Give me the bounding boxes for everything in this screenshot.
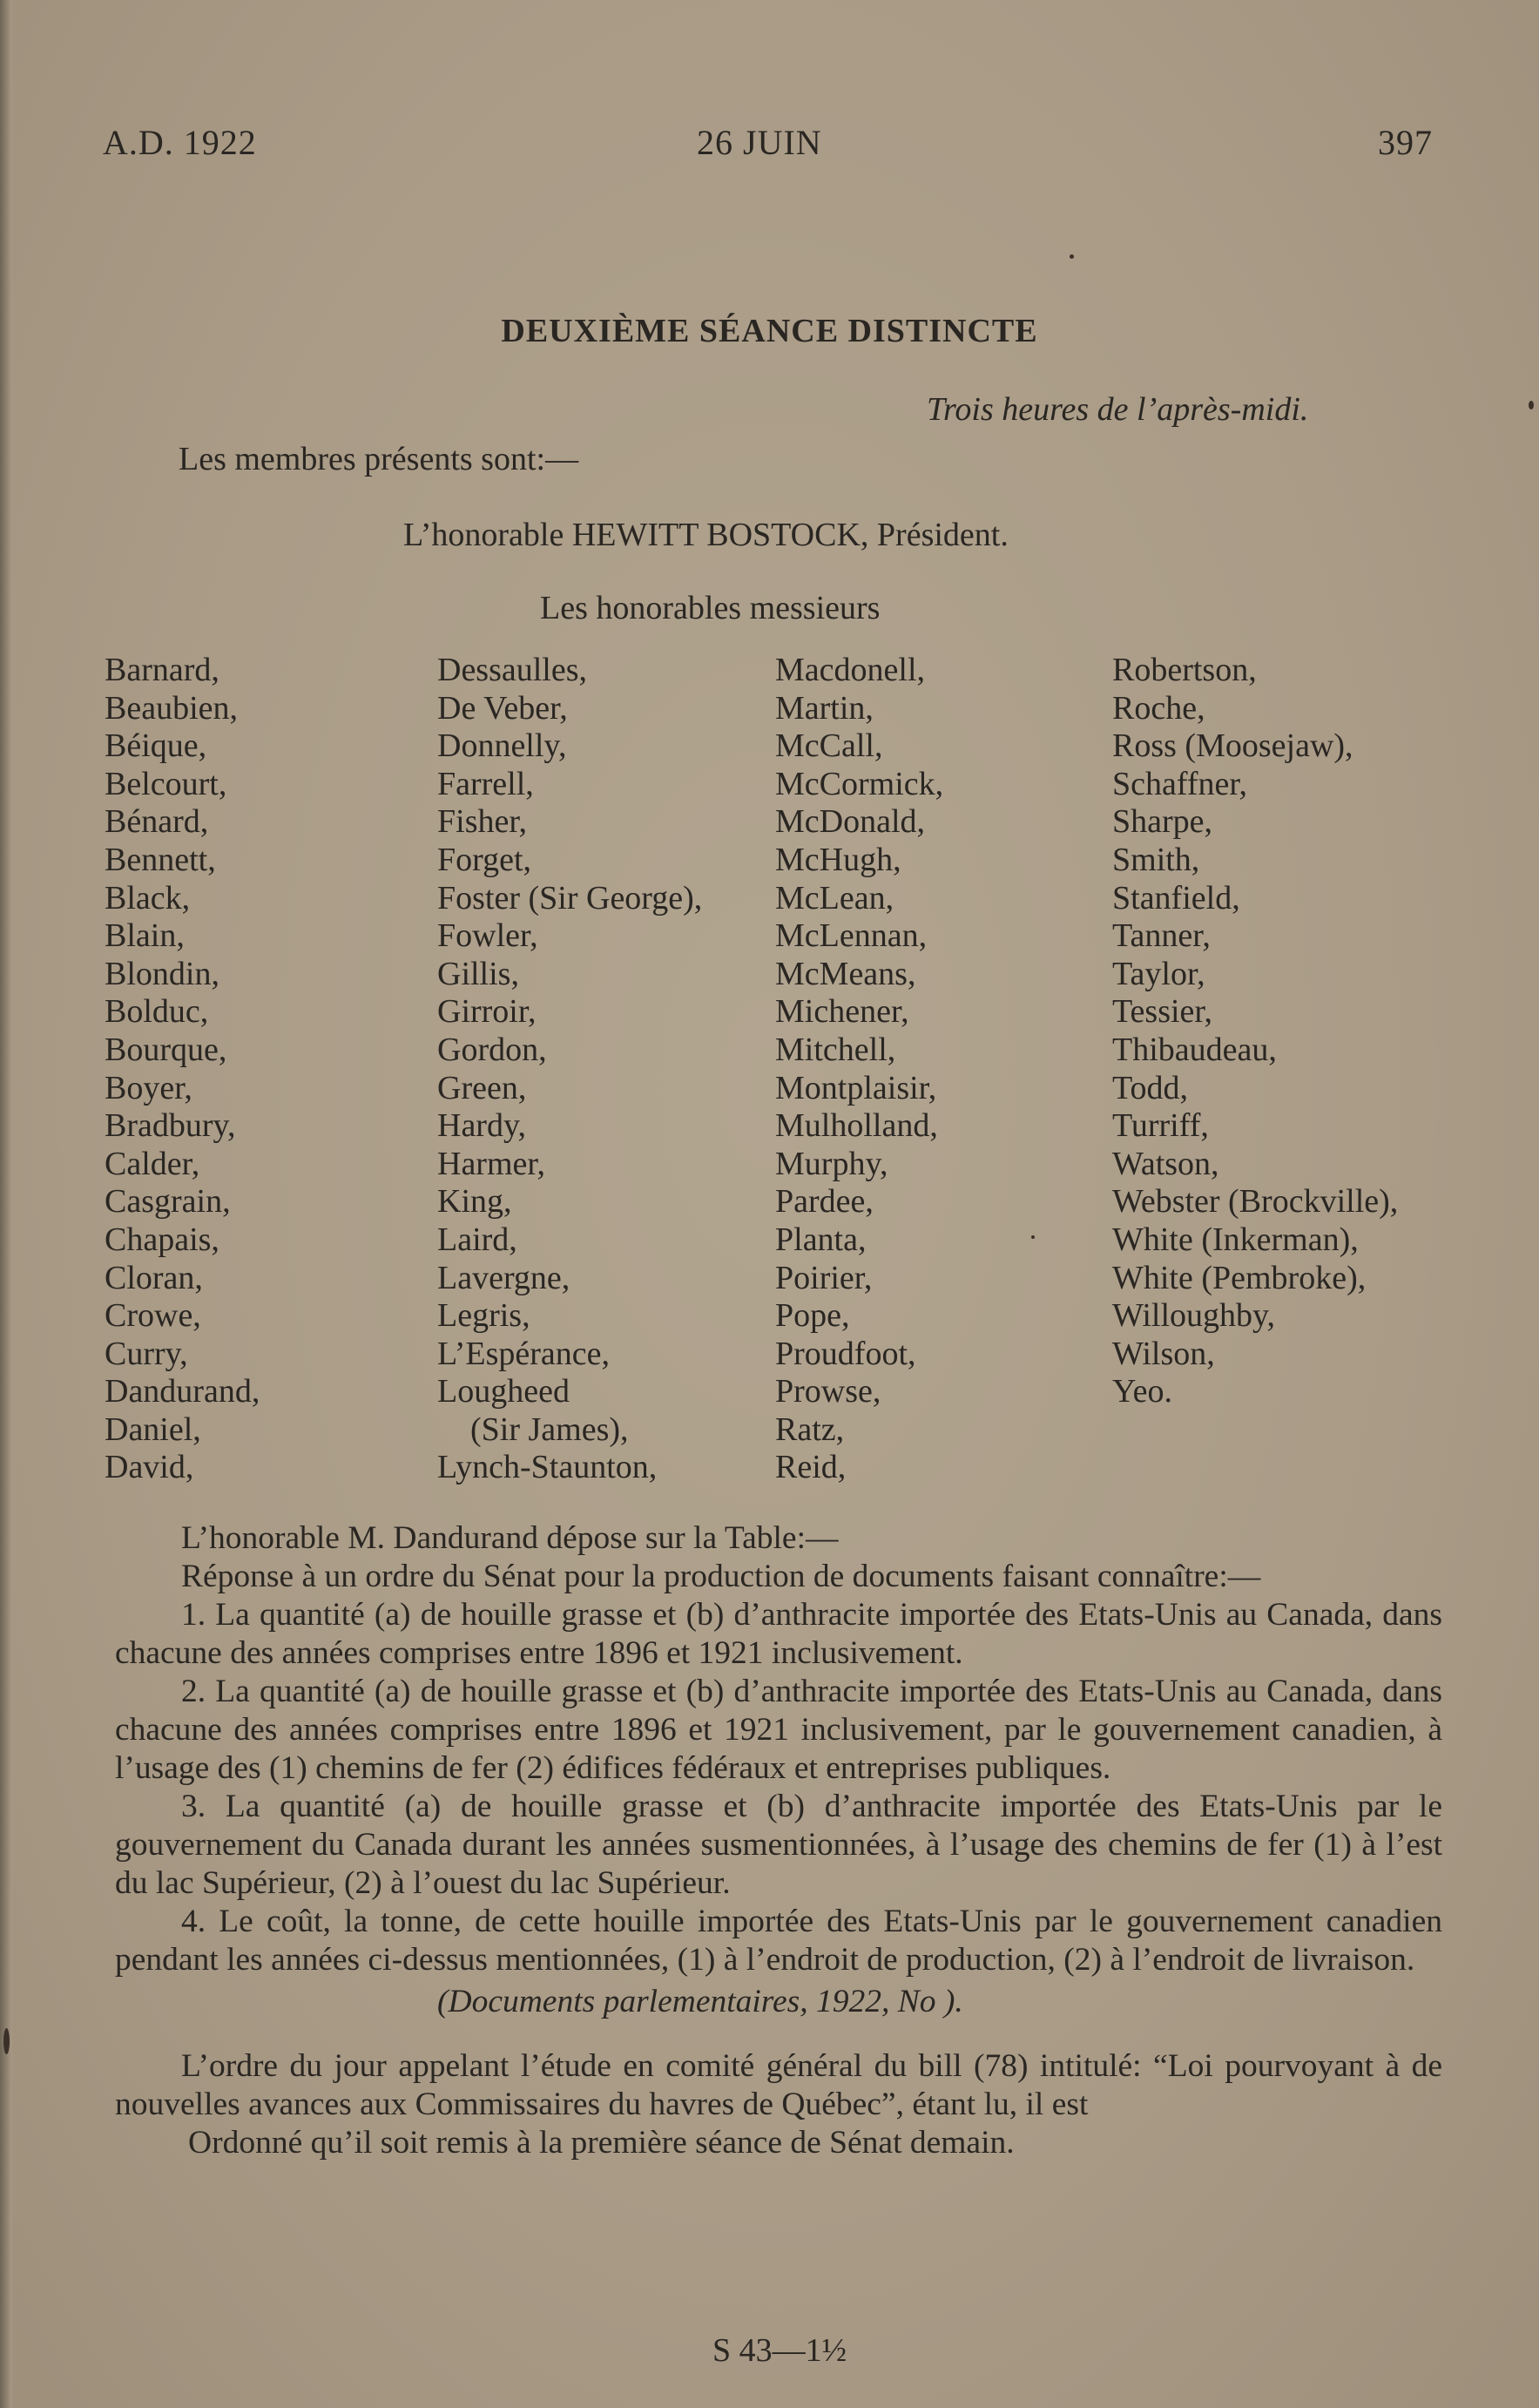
member-name: David, (105, 1449, 194, 1486)
member-column-1 (105, 652, 260, 1487)
member-name: Farrell, (437, 765, 534, 802)
response-paragraph: Réponse à un ordre du Sénat pour la production de documents faisant connaître:— (181, 1559, 1261, 1594)
member-name: Turriff, (1112, 1107, 1209, 1145)
member-column-2 (437, 652, 702, 1487)
paper-speck (1070, 254, 1074, 259)
member-name: Harmer, (437, 1145, 546, 1182)
member-name: Thibaudeau, (1112, 1031, 1277, 1068)
present-intro: Les membres présents sont:— (179, 441, 579, 477)
member-name: White (Pembroke), (1112, 1259, 1367, 1296)
member-name: Green, (437, 1069, 527, 1106)
member-name: Willoughby, (1112, 1297, 1276, 1335)
page-number: 397 (1378, 123, 1433, 162)
member-name: Robertson, (1112, 652, 1257, 688)
member-name: Bolduc, (105, 993, 209, 1031)
member-name: Blain, (105, 917, 185, 955)
member-name: Boyer, (105, 1069, 192, 1106)
member-name: McDonald, (775, 803, 926, 841)
member-name: Lynch-Staunton, (437, 1449, 658, 1486)
member-name: Murphy, (775, 1145, 888, 1182)
member-name: Stanfield, (1112, 879, 1240, 917)
footer-signature: S 43—1½ (712, 2332, 847, 2369)
member-name: Bradbury, (105, 1107, 236, 1145)
member-name: Webster (Brockville), (1112, 1183, 1399, 1221)
member-name: Planta, (775, 1221, 867, 1258)
member-name: Beaubien, (105, 689, 239, 727)
member-name: Schaffner, (1112, 765, 1247, 802)
member-name: Curry, (105, 1335, 188, 1372)
member-name: Barnard, (105, 652, 219, 688)
member-name: Gordon, (437, 1031, 547, 1068)
member-name: King, (437, 1183, 512, 1221)
ordered-paragraph: Ordonné qu’il soit remis à la première séance de Sénat demain. (188, 2125, 1015, 2161)
member-name: Dessaulles, (437, 652, 588, 688)
member-name: Donnelly, (437, 727, 567, 765)
member-column-4 (1112, 652, 1398, 1411)
member-name: Béique, (105, 727, 207, 765)
member-name: Martin, (775, 689, 874, 727)
member-name: Roche, (1112, 689, 1205, 727)
member-name: McHugh, (775, 841, 901, 878)
member-name: Sharpe, (1112, 803, 1213, 841)
member-name: Ross (Moosejaw), (1112, 727, 1353, 765)
member-name: Mitchell, (775, 1031, 896, 1068)
item-3-paragraph: 3. La quantité (a) de houille grasse et (b) d’anthracite importée des Etats-Unis par le gouvernement du Canada durant les années susmentionnées, à l’usage des chemins de fer (1) à l’est du lac Supérieur, (2) à l’ouest du lac Supérieur. (115, 1789, 1442, 1901)
member-name: Mulholland, (775, 1107, 938, 1145)
member-name: Bennett, (105, 841, 216, 878)
member-list (0, 652, 1539, 1488)
member-name: White (Inkerman), (1112, 1221, 1359, 1258)
paper-speck (1031, 1235, 1035, 1239)
member-name: Foster (Sir George), (437, 879, 703, 917)
order-paragraph: L’ordre du jour appelant l’étude en comité général du bill (78) intitulé: “Loi pourvoyant à de nouvelles avances aux Commissaires du havres de Québec”, étant lu, il est (115, 2048, 1442, 2122)
member-name: Blondin, (105, 955, 219, 992)
member-name: Cloran, (105, 1259, 203, 1296)
member-name: Tanner, (1112, 917, 1211, 955)
member-name: Tessier, (1112, 993, 1213, 1031)
session-time: Trois heures de l’après-midi. (927, 391, 1309, 428)
member-name: Yeo. (1112, 1373, 1173, 1410)
member-name: Todd, (1112, 1069, 1189, 1106)
item-4-paragraph: 4. Le coût, la tonne, de cette houille importée des Etats-Unis par le gouvernement canadien pendant les années ci-dessus mentionnées, (1) à l’endroit de production, (2) à l’endroit de livraison. (115, 1904, 1442, 1978)
member-name: McLean, (775, 879, 894, 917)
member-name: Bourque, (105, 1031, 227, 1068)
member-name: Laird, (437, 1221, 517, 1258)
documents-reference: (Documents parlementaires, 1922, No ). (437, 1984, 963, 2019)
member-name: Fisher, (437, 803, 527, 841)
member-name: Legris, (437, 1297, 530, 1335)
member-name: McCormick, (775, 765, 944, 802)
member-name: McCall, (775, 727, 883, 765)
member-name: Forget, (437, 841, 532, 878)
member-name: Wilson, (1112, 1335, 1215, 1372)
member-name: Montplaisir, (775, 1069, 937, 1106)
paper-speck (3, 2028, 10, 2054)
member-name: Lavergne, (437, 1259, 570, 1296)
member-name: Reid, (775, 1449, 847, 1486)
item-2-paragraph: 2. La quantité (a) de houille grasse et (b) d’anthracite importée des Etats-Unis au Canada, dans chacune des années comprises entre 1896 et 1921 inclusivement, par le gouvernement canadien, à l’usage des (1) chemins de fer (2) édifices fédéraux et entreprises publiques. (115, 1674, 1442, 1786)
member-name: Poirier, (775, 1259, 873, 1296)
section-title: DEUXIÈME SÉANCE DISTINCTE (501, 313, 1038, 349)
member-name: Taylor, (1112, 955, 1205, 992)
member-name: Prowse, (775, 1373, 881, 1410)
member-name: Crowe, (105, 1297, 201, 1335)
member-name: Ratz, (775, 1410, 845, 1448)
member-name: Chapais, (105, 1221, 219, 1258)
tabling-paragraph: L’honorable M. Dandurand dépose sur la Table:— (181, 1520, 839, 1556)
member-name: Macdonell, (775, 652, 926, 688)
member-name: Michener, (775, 993, 909, 1031)
header-year: A.D. 1922 (103, 123, 257, 162)
member-name: Hardy, (437, 1107, 526, 1145)
item-1-paragraph: 1. La quantité (a) de houille grasse et (b) d’anthracite importée des Etats-Unis au Canada, dans chacune des années comprises entre 1896 et 1921 inclusivement. (115, 1597, 1442, 1671)
member-name: Girroir, (437, 993, 537, 1031)
member-name: Casgrain, (105, 1183, 231, 1221)
header-date: 26 JUIN (697, 123, 822, 162)
president-line: L’honorable HEWITT BOSTOCK, Président. (403, 517, 1009, 553)
member-name: Lougheed (437, 1373, 570, 1410)
messieurs-intro: Les honorables messieurs (540, 590, 881, 626)
member-name: (Sir James), (437, 1410, 629, 1448)
member-name: L’Espérance, (437, 1335, 610, 1372)
member-name: Bénard, (105, 803, 209, 841)
member-name: De Veber, (437, 689, 568, 727)
member-name: McLennan, (775, 917, 928, 955)
member-name: Watson, (1112, 1145, 1219, 1182)
proceedings-body (115, 1519, 1442, 2162)
member-column-3 (775, 652, 943, 1487)
member-name: Smith, (1112, 841, 1200, 878)
member-name: Belcourt, (105, 765, 227, 802)
member-name: Dandurand, (105, 1373, 260, 1410)
member-name: Black, (105, 879, 191, 917)
member-name: Pardee, (775, 1183, 874, 1221)
member-name: McMeans, (775, 955, 916, 992)
paper-speck (1529, 401, 1534, 409)
member-name: Proudfoot, (775, 1335, 916, 1372)
member-name: Calder, (105, 1145, 200, 1182)
member-name: Fowler, (437, 917, 538, 955)
member-name: Daniel, (105, 1410, 201, 1448)
member-name: Gillis, (437, 955, 519, 992)
member-name: Pope, (775, 1297, 850, 1335)
